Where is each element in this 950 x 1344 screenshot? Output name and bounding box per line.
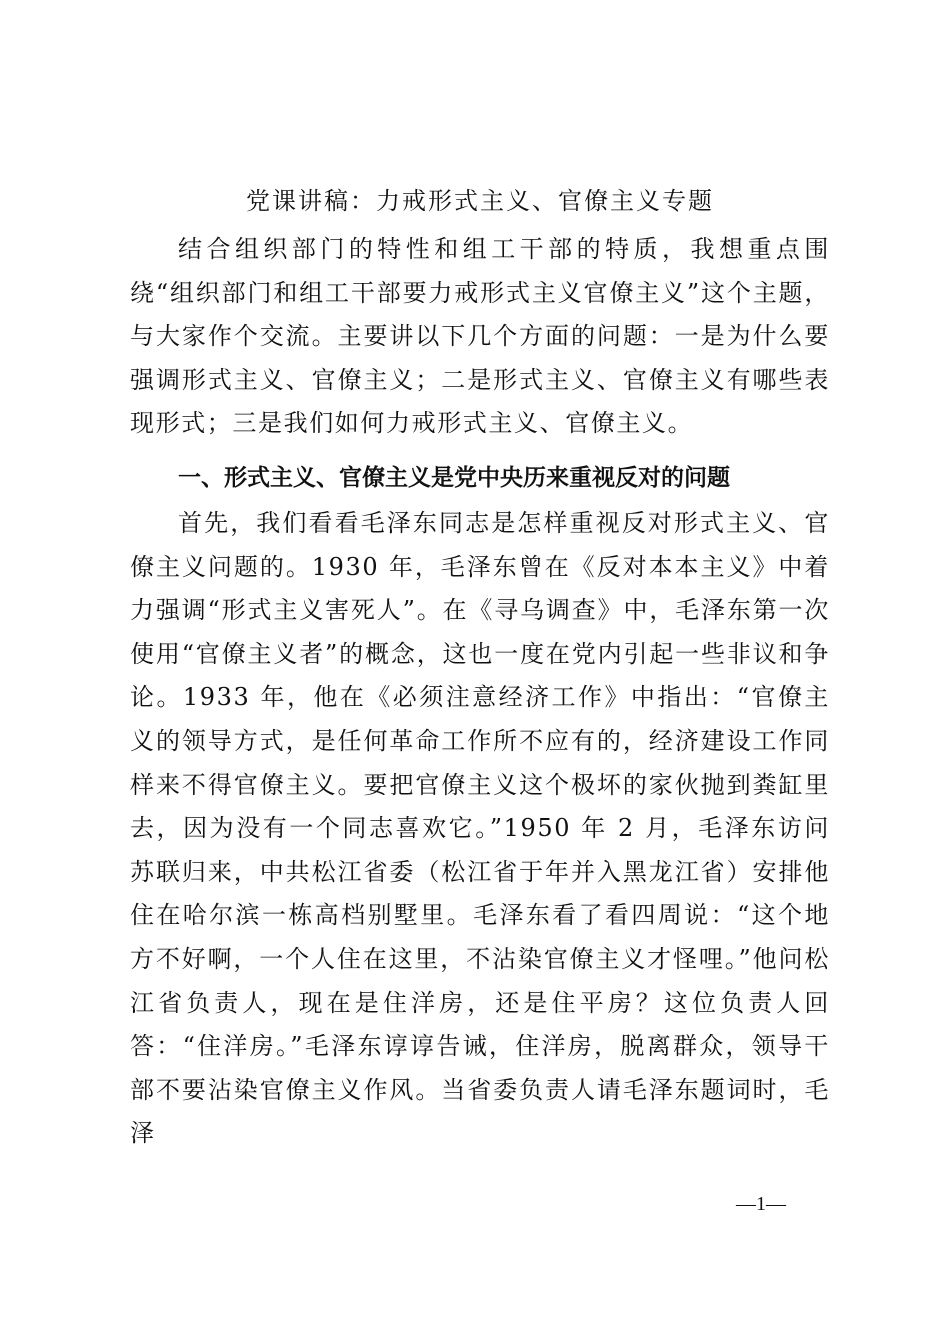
document-title: 党课讲稿：力戒形式主义、官僚主义专题 [246, 187, 714, 215]
intro-paragraph: 结合组织部门的特性和组工干部的特质，我想重点围绕“组织部门和组工干部要力戒形式主义官僚主义”这个主题，与大家作个交流。主要讲以下几个方面的问题：一是为什么要强调形式主义、官僚主义；二是形式主义、官僚主义有哪些表现形式；三是我们如何力戒形式主义、官僚主义。 [130, 235, 830, 438]
section-heading: 一、形式主义、官僚主义是党中央历来重视反对的问题 [178, 465, 730, 491]
body-paragraph: 首先，我们看看毛泽东同志是怎样重视反对形式主义、官僚主义问题的。1930 年，毛泽东曾在《反对本本主义》中着力强调“形式主义害死人”。在《寻乌调查》中，毛泽东第一次使用“官僚主义者”的概念，这也一度在党内引起一些非议和争论。1933 年，他在《必须注意经济工作》中指出：“官僚主义的领导方式，是任何革命工作所不应有的，经济建设工作同样来不得官僚主义。要把官僚主义这个极坏的家伙抛到粪缸里去，因为没有一个同志喜欢它。”1950 年 2 月，毛泽东访问苏联归来，中共松江省委（松江省于年并入黑龙江省）安排他住在哈尔滨一栋高档别墅里。毛泽东看了看四周说：“这个地方不好啊，一个人住在这里，不沾染官僚主义才怪哩。”他问松江省负责人，现在是住洋房，还是住平房？这位负责人回答：“住洋房。”毛泽东谆谆告诫，住洋房，脱离群众，领导干部不要沾染官僚主义作风。当省委负责人请毛泽东题词时，毛泽 [130, 509, 830, 1148]
page-number: —1— [736, 1193, 786, 1215]
